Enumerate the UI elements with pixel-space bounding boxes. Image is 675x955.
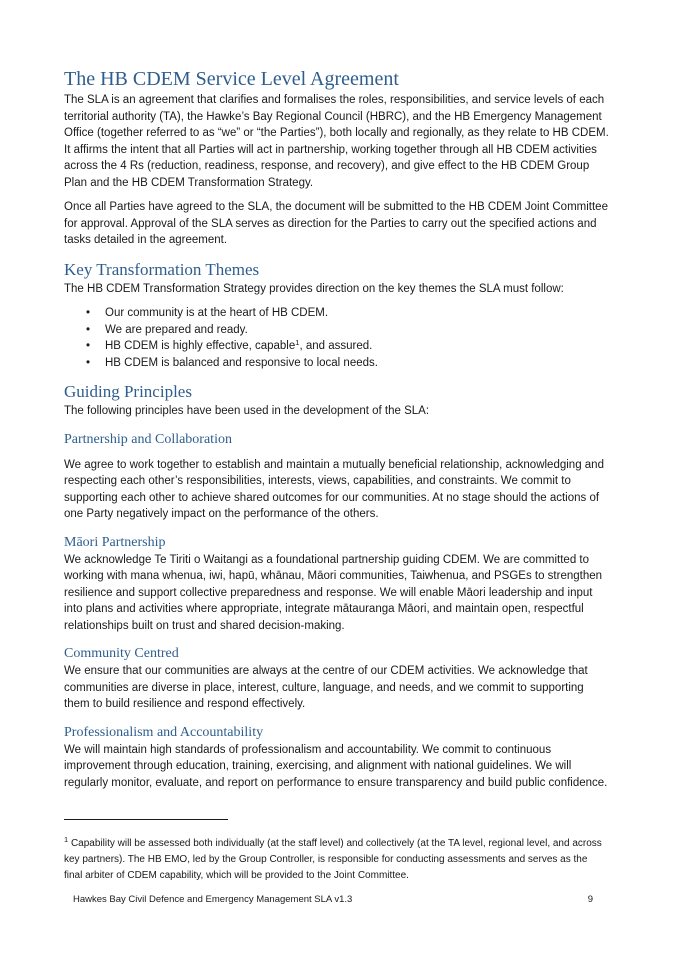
- footer-text: Hawkes Bay Civil Defence and Emergency Management SLA v1.3: [73, 894, 353, 905]
- list-item: • HB CDEM is highly effective, capable$^1$, and assured.: [64, 338, 612, 355]
- bullet-icon: •: [86, 356, 91, 369]
- principles-heading: Guiding Principles: [64, 382, 192, 401]
- intro-paragraph-2: Once all Parties have agreed to the SLA, the document will be submitted to the HB CDEM Joint Committee for approval. Approval of the SLA serves as direction for the Parties to carry out the specified actions and tasks detailed in the agreement.: [64, 201, 608, 246]
- community-centred-text: We ensure that our communities are always at the centre of our CDEM activities. We acknowledge that communities are diverse in place, interest, culture, language, and needs, and we commit to supporting them to build resilience and respond effectively.: [64, 665, 588, 710]
- community-centred-heading: Community Centred: [64, 646, 179, 661]
- maori-partnership-heading: Māori Partnership: [64, 534, 166, 550]
- maori-partnership-text: We acknowledge Te Tiriti o Waitangi as a foundational partnership guiding CDEM. We are committed to working with mana whenua, iwi, hapū, whānau, Māori communities, Taiwhenua, and PSGEs to strengthen resilience and support collective preparedness and response. We will enable Māori leadership and input into plans and activities where appropriate, integrate mātauranga Māori, and maintain open, respectful relationships built on trust and shared decision-making.: [64, 553, 603, 632]
- footnote-text: Capability will be assessed both individually (at the staff level) and collectively (at the TA level, regional level, and across key partners). The HB EMO, led by the Group Controller, is responsible for conducting assessments and serves as the final arbiter of CDEM capability, which will be provided to the Joint Committee.: [64, 838, 602, 881]
- principles-lead: The following principles have been used in the development of the SLA:: [64, 405, 430, 417]
- themes-list: [64, 305, 612, 371]
- bullet-icon: •: [86, 340, 91, 352]
- partnership-heading: Partnership and Collaboration: [64, 431, 232, 447]
- intro-paragraph-1: The SLA is an agreement that clarifies and formalises the roles, responsibilities, and service levels of each territorial authority (TA), the Hawke’s Bay Regional Council (HBRC), and the HB Emergency Management Office (together referred to as “we” or “the Parties”), both locally and regionally, as they relate to HB CDEM. It affirms the intent that all Parties will act in partnership, working together through all HB CDEM activities across the 4 Rs (reduction, readiness, response, and recovery), and give effect to the HB CDEM Group Plan and the HB CDEM Transformation Strategy.: [64, 94, 609, 189]
- page-footer: [73, 893, 593, 907]
- bullet-icon: •: [86, 307, 91, 319]
- footnote-marker: 1: [64, 835, 69, 844]
- list-item: • We are prepared and ready.: [64, 322, 612, 339]
- list-item: • Our community is at the heart of HB CDEM.: [64, 305, 612, 322]
- list-item: • HB CDEM is balanced and responsive to local needs.: [64, 355, 612, 372]
- footnote: [64, 836, 604, 884]
- page-number: 9: [587, 894, 593, 905]
- bullet-icon: •: [86, 323, 91, 336]
- professionalism-heading: Professionalism and Accountability: [64, 724, 264, 740]
- footnote-ref[interactable]: 1: [295, 338, 300, 347]
- partnership-text: We agree to work together to establish and maintain a mutually beneficial relationship, acknowledging and respecting each other’s responsibilities, interests, views, capabilities, and constraints. We commit to supporting each other to achieve shared outcomes for our communities. At no stage should the actions of one Party negatively impact on the performance of the others.: [64, 458, 604, 520]
- footnote-divider: [64, 819, 228, 820]
- themes-lead: The HB CDEM Transformation Strategy provides direction on the key themes the SLA must follow:: [64, 282, 564, 295]
- professionalism-text: We will maintain high standards of professionalism and accountability. We commit to continuous improvement through education, training, exercising, and alignment with national guidelines. We will regularly monitor, evaluate, and report on performance to ensure transparency and build public confidence.: [64, 743, 608, 789]
- themes-heading: Key Transformation Themes: [64, 259, 260, 279]
- page-title: The HB CDEM Service Level Agreement: [64, 68, 399, 90]
- document-page: [64, 66, 612, 799]
